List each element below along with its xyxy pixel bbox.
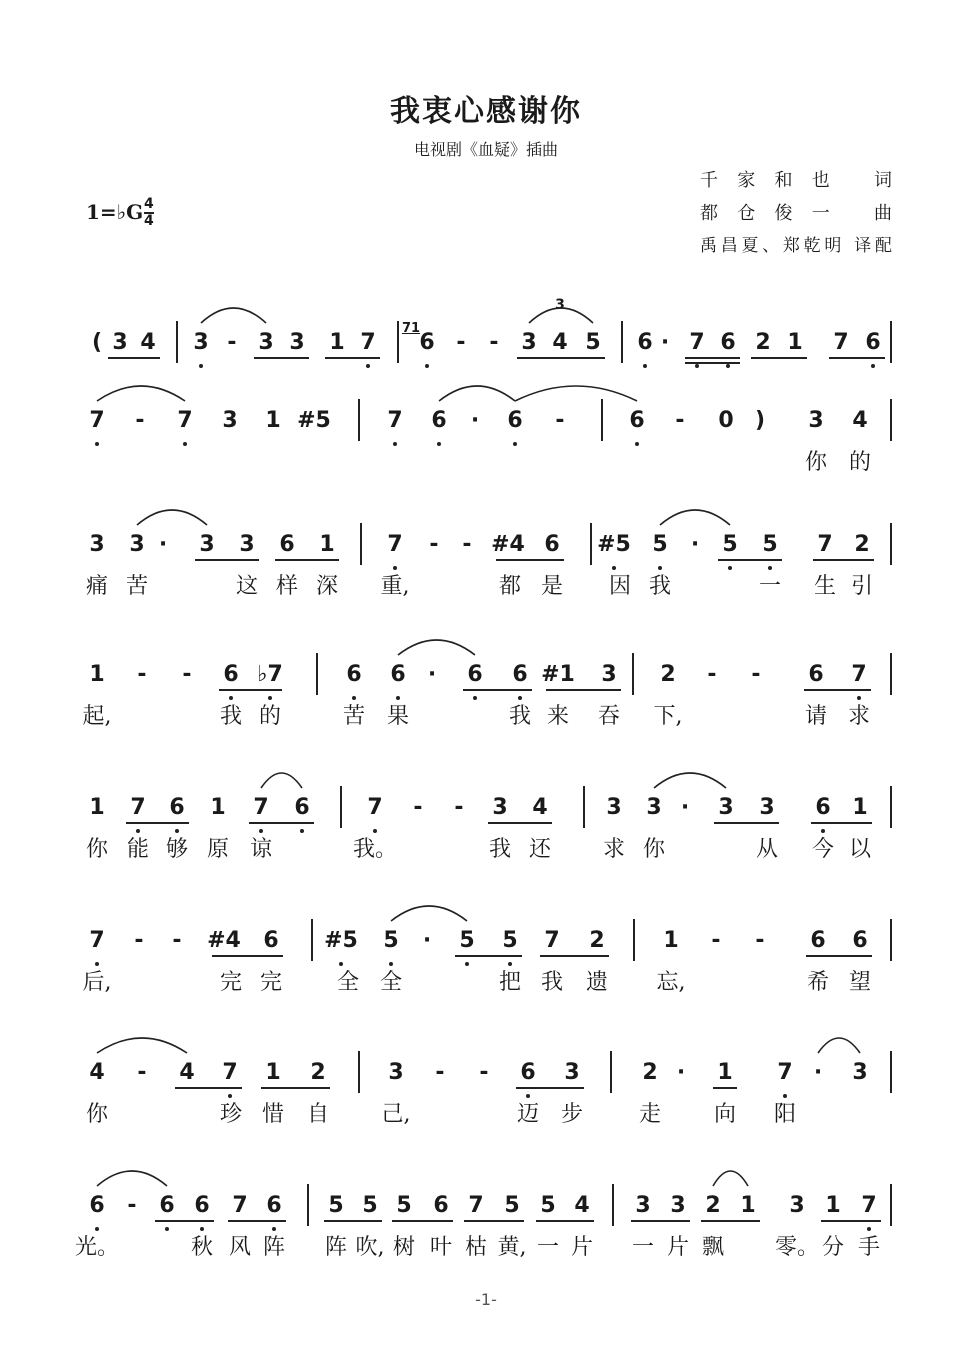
slur-arc: [391, 906, 467, 921]
score-note: 2: [310, 1060, 326, 1085]
score-note: 5: [362, 1193, 378, 1218]
lyric-syllable: 样: [275, 574, 299, 599]
score-note: 6: [223, 662, 239, 687]
score-note: 6: [637, 330, 653, 355]
score-note: -: [135, 408, 145, 433]
score-note: -: [751, 662, 761, 687]
score-note: 3: [759, 795, 775, 820]
score-note: ·: [158, 532, 168, 557]
score-note: 6: [815, 795, 831, 820]
slur-arc: [515, 386, 637, 401]
lyric-syllable: 我: [648, 574, 672, 599]
slur-arc: [97, 386, 185, 401]
score-note: #5: [297, 408, 331, 433]
score-note: 6: [263, 928, 279, 953]
score-note: 1: [852, 795, 868, 820]
score-note: 3: [129, 532, 145, 557]
score-note: 5: [396, 1193, 412, 1218]
slur-arc: [439, 386, 515, 401]
score-note: 7: [544, 928, 560, 953]
lyric-syllable: 能: [126, 837, 150, 862]
score-note: 7: [777, 1060, 793, 1085]
score-note: 3: [222, 408, 238, 433]
lyric-syllable: 你: [642, 837, 666, 862]
score-note: 7: [387, 408, 403, 433]
slur-arc: [201, 308, 266, 323]
score-note: 71: [401, 321, 421, 336]
score-note: -: [127, 1193, 137, 1218]
lyric-syllable: 我: [219, 704, 243, 729]
key-signature: 1=♭G: [86, 200, 144, 224]
score-note: -: [707, 662, 717, 687]
score-note: 1: [210, 795, 226, 820]
score-note: 4: [852, 408, 868, 433]
score-note: 3: [564, 1060, 580, 1085]
score-note: ·: [470, 408, 480, 433]
score-note: 6: [852, 928, 868, 953]
score-note: 3: [789, 1193, 805, 1218]
score-note: ·: [676, 1060, 686, 1085]
score-note: 5: [540, 1193, 556, 1218]
score-note: -: [454, 795, 464, 820]
score-note: ·: [690, 532, 700, 557]
slur-arc: [137, 510, 207, 525]
lyric-syllable: 一: [536, 1235, 560, 1260]
score-note: -: [675, 408, 685, 433]
score-note: 7: [232, 1193, 248, 1218]
score-note: 1: [787, 330, 803, 355]
lyric-syllable: 的: [848, 450, 872, 475]
score-note: 2: [705, 1193, 721, 1218]
slur-arc: [97, 1171, 167, 1186]
score-note: 5: [502, 928, 518, 953]
score-note: 5: [585, 330, 601, 355]
lyric-syllable: 全: [379, 970, 403, 995]
arranger-credit: 禹昌夏、郑乾明 译配: [700, 236, 892, 256]
lyric-syllable: 我。: [352, 837, 398, 862]
score-note: -: [134, 928, 144, 953]
score-note: 6: [390, 662, 406, 687]
slur-arc: [398, 640, 475, 655]
score-note: -: [413, 795, 423, 820]
score-note: 5: [652, 532, 668, 557]
score-note: 7: [89, 928, 105, 953]
lyric-syllable: 树: [392, 1235, 416, 1260]
score-note: 1: [265, 1060, 281, 1085]
score-note: 3: [521, 330, 537, 355]
score-note: 7: [222, 1060, 238, 1085]
score-note: #1: [541, 662, 575, 687]
score-note: 3: [646, 795, 662, 820]
score-note: -: [489, 330, 499, 355]
score-note: #5: [597, 532, 631, 557]
lyric-syllable: 你: [85, 837, 109, 862]
meter-top: 4: [144, 196, 154, 212]
score-note: 5: [722, 532, 738, 557]
lyric-syllable: 起,: [82, 704, 112, 729]
score-note: 3: [808, 408, 824, 433]
slur-arc: [97, 1038, 187, 1053]
score-note: -: [711, 928, 721, 953]
score-note: 5: [328, 1193, 344, 1218]
lyric-syllable: 风: [228, 1235, 252, 1260]
score-note: 7: [861, 1193, 877, 1218]
lyric-syllable: 的: [258, 704, 282, 729]
lyric-syllable: 手: [857, 1235, 881, 1260]
score-note: 6: [89, 1193, 105, 1218]
score-note: 6: [419, 330, 435, 355]
lyric-syllable: 惜: [261, 1102, 285, 1127]
lyric-syllable: 我: [540, 970, 564, 995]
score-note: -: [555, 408, 565, 433]
composer-credit: 都仓俊一 曲: [700, 203, 892, 224]
score-note: 7: [833, 330, 849, 355]
score-note: 6: [169, 795, 185, 820]
slur-arc: [660, 510, 730, 525]
score-note: ·: [680, 795, 690, 820]
lyric-syllable: 你: [85, 1102, 109, 1127]
score-note: 6: [520, 1060, 536, 1085]
score-note: 3: [601, 662, 617, 687]
lyric-syllable: 阳: [773, 1102, 797, 1127]
page-number: -1-: [475, 1290, 497, 1309]
score-note: 2: [642, 1060, 658, 1085]
score-note: (: [91, 330, 103, 355]
score-note: 2: [660, 662, 676, 687]
score-note: 7: [689, 330, 705, 355]
score-note: 3: [239, 532, 255, 557]
score-note: 3: [492, 795, 508, 820]
score-note: ): [754, 408, 766, 433]
lyric-syllable: 分: [821, 1235, 845, 1260]
slur-arc: [654, 773, 726, 788]
score-note: 7: [387, 532, 403, 557]
score-note: -: [479, 1060, 489, 1085]
lyric-syllable: 求: [847, 704, 871, 729]
lyric-syllable: 自: [306, 1102, 330, 1127]
lyric-syllable: 来: [546, 704, 570, 729]
lyric-syllable: 以: [848, 837, 872, 862]
score-note: 3: [193, 330, 209, 355]
score-note: #4: [491, 532, 525, 557]
score-note: 0: [718, 408, 734, 433]
lyric-syllable: 走: [638, 1102, 662, 1127]
score-note: 6: [507, 408, 523, 433]
lyric-syllable: 忘,: [656, 970, 686, 995]
score-note: 5: [459, 928, 475, 953]
lyric-syllable: 秋: [190, 1235, 214, 1260]
score-note: -: [429, 532, 439, 557]
lyric-syllable: 黄,: [497, 1235, 527, 1260]
lyric-syllable: 完: [259, 970, 283, 995]
lyric-syllable: 向: [713, 1102, 737, 1127]
score-note: 6: [810, 928, 826, 953]
lyric-syllable: 迈: [516, 1102, 540, 1127]
score-note: 1: [717, 1060, 733, 1085]
score-note: 1: [89, 662, 105, 687]
lyric-syllable: 原: [206, 837, 230, 862]
meter-bottom: 4: [144, 213, 154, 229]
lyric-syllable: 是: [540, 574, 564, 599]
score-note: 4: [89, 1060, 105, 1085]
lyric-syllable: 全: [336, 970, 360, 995]
score-note: 3: [289, 330, 305, 355]
score-note: -: [172, 928, 182, 953]
lyric-syllable: 从: [755, 837, 779, 862]
score-note: 3: [606, 795, 622, 820]
score-note: 2: [755, 330, 771, 355]
lyric-syllable: 阵: [262, 1235, 286, 1260]
score-note: 7: [130, 795, 146, 820]
score-note: 1: [329, 330, 345, 355]
score-note: -: [755, 928, 765, 953]
lyric-syllable: 苦: [342, 704, 366, 729]
score-note: 3: [852, 1060, 868, 1085]
lyric-syllable: 我: [488, 837, 512, 862]
score-note: 1: [265, 408, 281, 433]
lyric-syllable: 完: [219, 970, 243, 995]
score-note: 2: [589, 928, 605, 953]
score-note: 3: [89, 532, 105, 557]
lyric-syllable: 希: [806, 970, 830, 995]
lyric-syllable: 飘: [701, 1235, 725, 1260]
lyric-syllable: 都: [498, 574, 522, 599]
score-note: 7: [89, 408, 105, 433]
score-note: 6: [431, 408, 447, 433]
score-note: 3: [199, 532, 215, 557]
score-note: 1: [89, 795, 105, 820]
lyric-syllable: 把: [498, 970, 522, 995]
lyric-syllable: 片: [666, 1235, 690, 1260]
slur-arc: [529, 308, 593, 323]
lyric-syllable: 我: [508, 704, 532, 729]
lyric-syllable: 求: [602, 837, 626, 862]
score-note: 6: [467, 662, 483, 687]
score-note: 5: [383, 928, 399, 953]
lyric-syllable: 后,: [82, 970, 112, 995]
score-note: 4: [140, 330, 156, 355]
score-note: ♭7: [257, 662, 283, 687]
score-note: ·: [813, 1060, 823, 1085]
score-note: 6: [194, 1193, 210, 1218]
lyric-syllable: 片: [570, 1235, 594, 1260]
lyric-syllable: 遗: [585, 970, 609, 995]
lyric-syllable: 这: [235, 574, 259, 599]
lyric-syllable: 因: [608, 574, 632, 599]
score-note: 1: [319, 532, 335, 557]
song-title: 我衷心感谢你: [390, 94, 582, 129]
score-note: 1: [663, 928, 679, 953]
score-note: 3: [635, 1193, 651, 1218]
lyric-syllable: 重,: [380, 574, 410, 599]
lyric-syllable: 生: [813, 574, 837, 599]
score-note: 7: [817, 532, 833, 557]
score-note: -: [435, 1060, 445, 1085]
lyric-syllable: 深: [315, 574, 339, 599]
score-note: 6: [512, 662, 528, 687]
lyric-syllable: 零。: [774, 1235, 820, 1260]
slur-arc: [818, 1038, 860, 1053]
score-note: 6: [159, 1193, 175, 1218]
lyric-syllable: 叶: [429, 1235, 453, 1260]
lyric-syllable: 一: [758, 574, 782, 599]
score-note: 2: [854, 532, 870, 557]
score-note: 6: [346, 662, 362, 687]
score-note: 4: [179, 1060, 195, 1085]
lyric-syllable: 望: [848, 970, 872, 995]
score-note: 6: [720, 330, 736, 355]
score-note: 6: [294, 795, 310, 820]
score-note: #5: [324, 928, 358, 953]
lyric-syllable: 果: [386, 704, 410, 729]
lyric-syllable: 还: [528, 837, 552, 862]
score-note: -: [182, 662, 192, 687]
score-note: 5: [762, 532, 778, 557]
score-note: 7: [468, 1193, 484, 1218]
score-note: 6: [865, 330, 881, 355]
score-note: 7: [177, 408, 193, 433]
score-note: 5: [504, 1193, 520, 1218]
score-note: 4: [552, 330, 568, 355]
lyric-syllable: 下,: [653, 704, 683, 729]
slur-arc: [713, 1171, 748, 1186]
slur-arc: [261, 773, 302, 788]
score-note: 4: [574, 1193, 590, 1218]
tuplet-marker: 3: [555, 297, 565, 313]
score-note: 6: [279, 532, 295, 557]
score-note: 3: [258, 330, 274, 355]
score-note: ·: [660, 330, 670, 355]
lyric-syllable: 步: [560, 1102, 584, 1127]
score-note: 3: [718, 795, 734, 820]
lyric-syllable: 枯: [464, 1235, 488, 1260]
score-note: 1: [740, 1193, 756, 1218]
score-note: -: [456, 330, 466, 355]
score-note: 4: [532, 795, 548, 820]
score-note: 7: [253, 795, 269, 820]
score-note: 3: [112, 330, 128, 355]
score-note: 7: [360, 330, 376, 355]
score-note: 6: [544, 532, 560, 557]
lyricist-credit: 千家和也 词: [700, 170, 892, 191]
lyric-syllable: 谅: [249, 837, 273, 862]
score-note: 3: [388, 1060, 404, 1085]
score-note: 6: [266, 1193, 282, 1218]
score-note: 1: [825, 1193, 841, 1218]
score-note: -: [137, 662, 147, 687]
lyric-syllable: 珍: [219, 1102, 243, 1127]
lyric-syllable: 光。: [74, 1235, 120, 1260]
score-note: 6: [629, 408, 645, 433]
score-note: 3: [670, 1193, 686, 1218]
lyric-syllable: 痛: [85, 574, 109, 599]
lyric-syllable: 引: [850, 574, 874, 599]
score-note: #4: [207, 928, 241, 953]
lyric-syllable: 今: [811, 837, 835, 862]
score-note: -: [462, 532, 472, 557]
lyric-syllable: 够: [165, 837, 189, 862]
score-note: ·: [422, 928, 432, 953]
lyric-syllable: 阵: [324, 1235, 348, 1260]
lyric-syllable: 己,: [381, 1102, 411, 1127]
song-subtitle: 电视剧《血疑》插曲: [413, 140, 558, 159]
lyric-syllable: 吹,: [355, 1235, 385, 1260]
lyric-syllable: 一: [631, 1235, 655, 1260]
score-note: 6: [808, 662, 824, 687]
score-note: ·: [427, 662, 437, 687]
score-note: -: [227, 330, 237, 355]
score-note: 7: [851, 662, 867, 687]
score-note: -: [137, 1060, 147, 1085]
lyric-syllable: 你: [804, 450, 828, 475]
lyric-syllable: 苦: [125, 574, 149, 599]
lyric-syllable: 请: [804, 704, 828, 729]
lyric-syllable: 吞: [597, 704, 621, 729]
score-note: 6: [433, 1193, 449, 1218]
score-note: 7: [367, 795, 383, 820]
